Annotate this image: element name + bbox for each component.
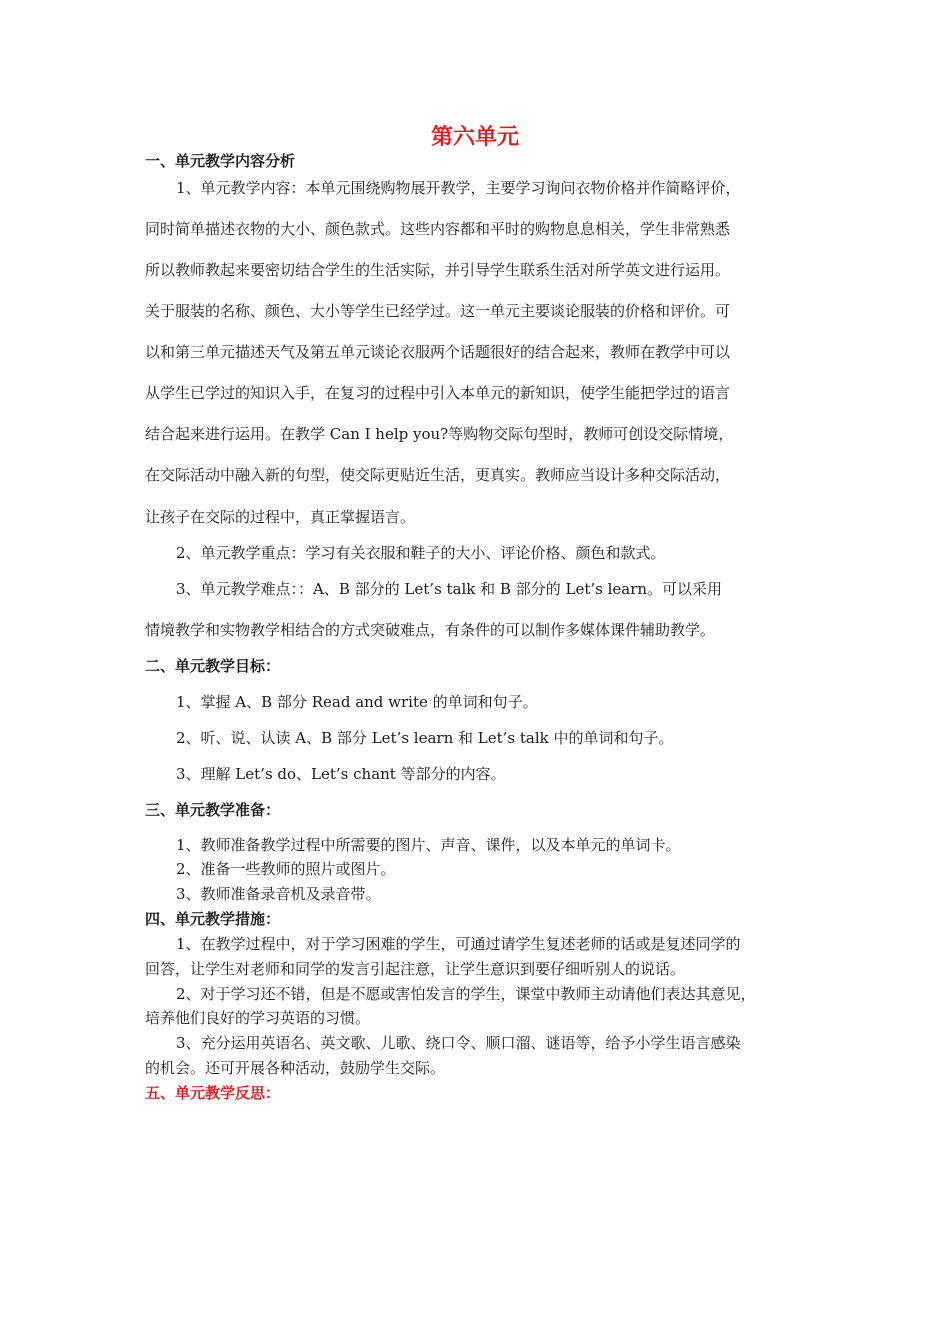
text-line: 从学生已学过的知识入手，在复习的过程中引入本单元的新知识，使学生能把学过的语言 xyxy=(145,384,731,402)
text-line: 让孩子在交际的过程中，真正掌握语言。 xyxy=(145,508,416,526)
document-title: 第六单元 xyxy=(430,124,519,150)
text-line: 关于服装的名称、颜色、大小等学生已经学过。这一单元主要谈论服装的价格和评价。可 xyxy=(145,302,731,320)
text-line: 1、单元教学内容：本单元围绕购物展开教学，主要学习询问衣物价格并作简略评价， xyxy=(176,179,741,197)
text-line: 1、在教学过程中，对于学习困难的学生，可通过请学生复述老师的话或是复述同学的 xyxy=(176,935,741,953)
text-line: 回答，让学生对老师和同学的发言引起注意，让学生意识到要仔细听别人的说话。 xyxy=(145,960,686,978)
list-item: 2、准备一些教师的照片或图片。 xyxy=(176,860,396,878)
text-line: 的机会。还可开展各种活动，鼓励学生交际。 xyxy=(145,1059,446,1077)
list-item: 2、听、说、认读 A、B 部分 Let’s learn 和 Let’s talk 中的单词和句子。 xyxy=(176,729,674,747)
text-line: 结合起来进行运用。在教学 Can I help you?等购物交际句型时，教师可创设交际情境， xyxy=(145,425,734,443)
list-item: 3、理解 Let’s do、Let’s chant 等部分的内容。 xyxy=(176,765,506,783)
section-heading-preparation: 三、单元教学准备： xyxy=(145,801,281,819)
section-heading-content-analysis: 一、单元教学内容分析 xyxy=(145,152,296,170)
list-item: 1、掌握 A、B 部分 Read and write 的单词和句子。 xyxy=(176,693,538,711)
text-line: 在交际活动中融入新的句型，使交际更贴近生活，更真实。教师应当设计多种交际活动， xyxy=(145,466,731,484)
text-line: 情境教学和实物教学相结合的方式突破难点，有条件的可以制作多媒体课件辅助教学。 xyxy=(145,621,716,639)
text-line: 3、充分运用英语名、英文歌、儿歌、绕口令、顺口溜、谜语等，给予小学生语言感染 xyxy=(176,1034,741,1052)
text-line: 所以教师教起来要密切结合学生的生活实际，并引导学生联系生活对所学英文进行运用。 xyxy=(145,261,731,279)
text-line: 培养他们良好的学习英语的习惯。 xyxy=(145,1009,371,1027)
section-heading-goals: 二、单元教学目标： xyxy=(145,657,281,675)
text-line: 同时简单描述衣物的大小、颜色款式。这些内容都和平时的购物息息相关，学生非常熟悉 xyxy=(145,220,731,238)
text-line: 3、单元教学难点：：A、B 部分的 Let’s talk 和 B 部分的 Let’s learn。可以采用 xyxy=(176,580,723,598)
list-item: 3、教师准备录音机及录音带。 xyxy=(176,885,381,903)
text-line: 2、单元教学重点：学习有关衣服和鞋子的大小、评论价格、颜色和款式。 xyxy=(176,544,666,562)
section-heading-measures: 四、单元教学措施： xyxy=(145,910,281,928)
section-heading-reflection: 五、单元教学反思： xyxy=(145,1084,281,1102)
text-line: 2、对于学习还不错，但是不愿或害怕发言的学生，课堂中教师主动请他们表达其意见， xyxy=(176,985,756,1003)
text-line: 以和第三单元描述天气及第五单元谈论衣服两个话题很好的结合起来，教师在教学中可以 xyxy=(145,343,731,361)
list-item: 1、教师准备教学过程中所需要的图片、声音、课件，以及本单元的单词卡。 xyxy=(176,836,681,854)
